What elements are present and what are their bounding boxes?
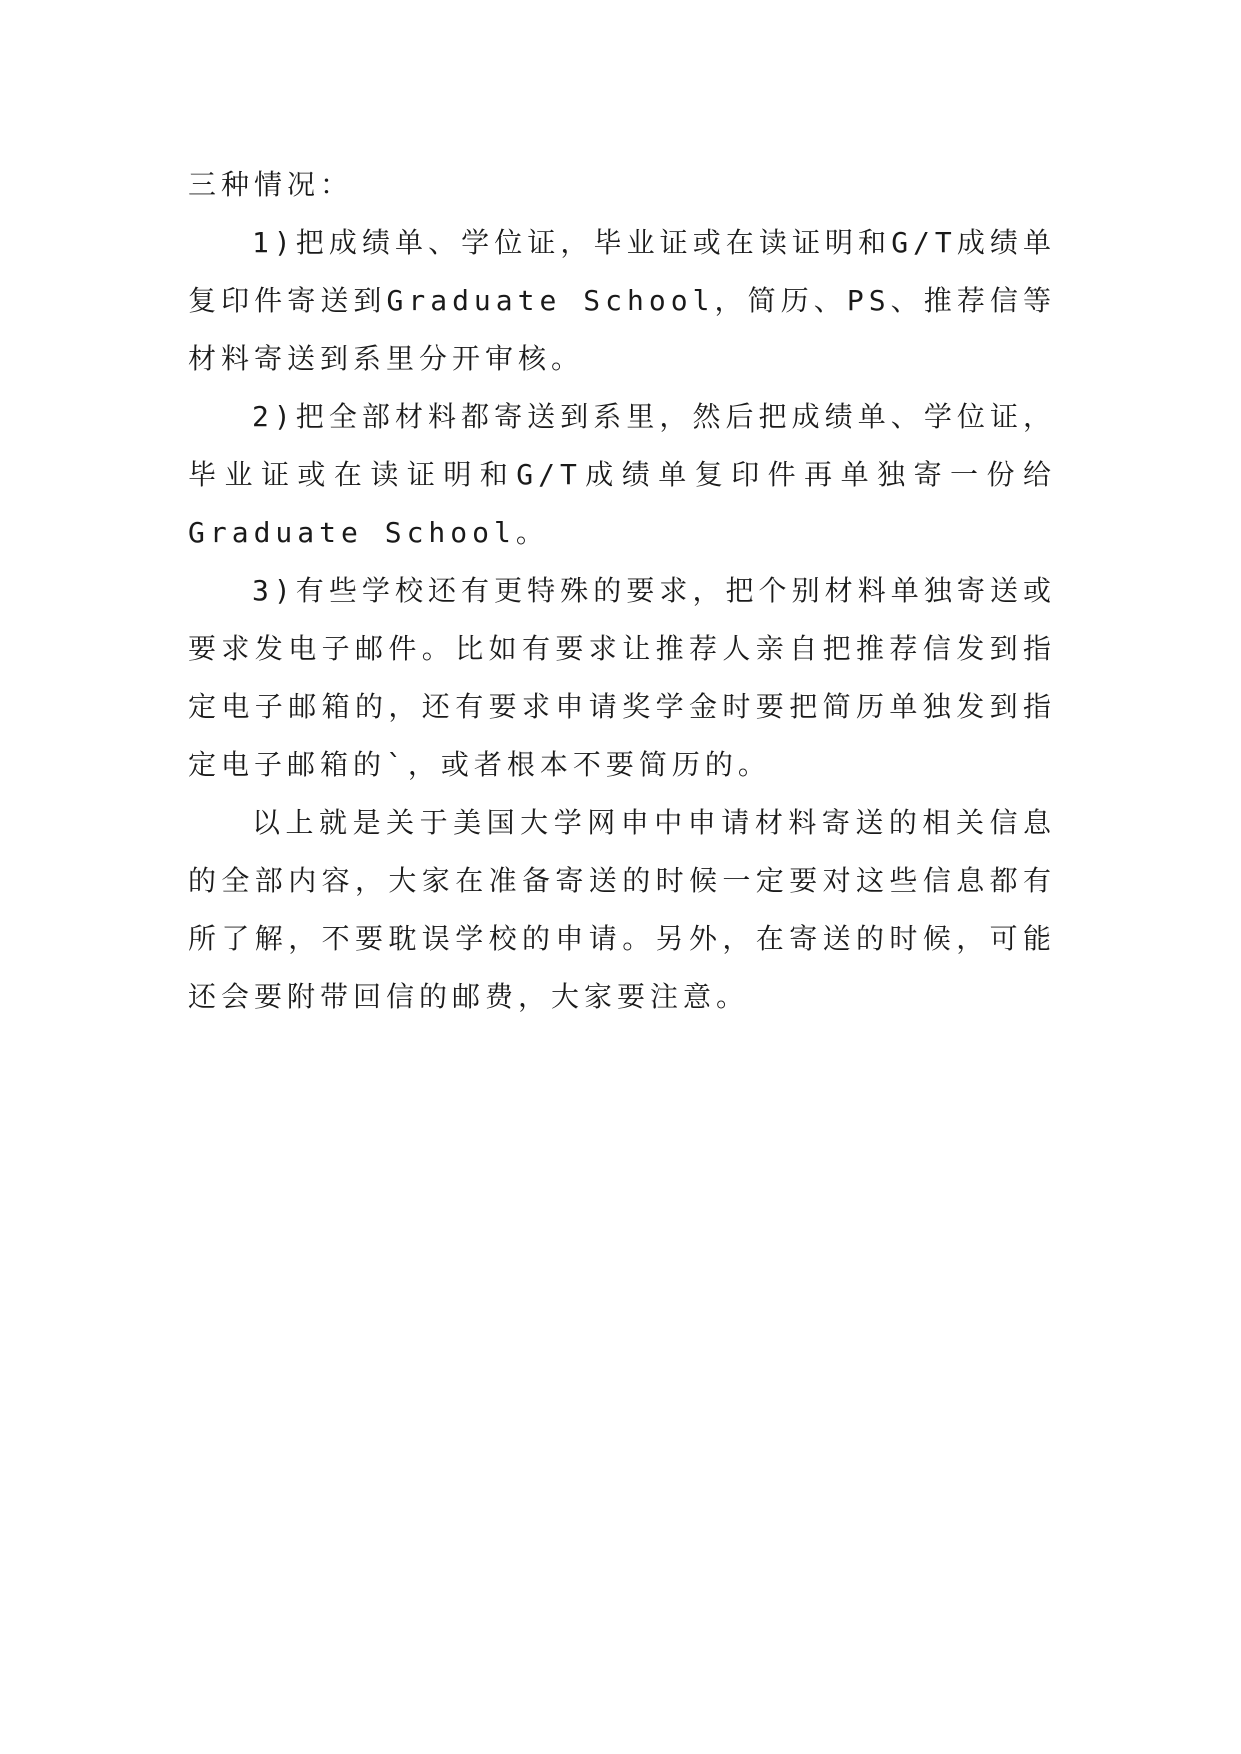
conclusion-paragraph: 以上就是关于美国大学网申中申请材料寄送的相关信息的全部内容，大家在准备寄送的时候一定要对这些信息都有所了解，不要耽误学校的申请。另外，在寄送的时候，可能还会要附带回信的邮费，大家要注意。 xyxy=(188,806,1056,1013)
case-1-paragraph: 1)把成绩单、学位证，毕业证或在读证明和G/T成绩单复印件寄送到Graduate School，简历、PS、推荐信等材料寄送到系里分开审核。 xyxy=(188,226,1056,375)
document-body xyxy=(188,156,1056,1026)
case-3-paragraph: 3)有些学校还有更特殊的要求，把个别材料单独寄送或要求发电子邮件。比如有要求让推荐人亲自把推荐信发到指定电子邮箱的，还有要求申请奖学金时要把简历单独发到指定电子邮箱的`，或者根本不要简历的。 xyxy=(188,574,1056,781)
case-2-paragraph: 2)把全部材料都寄送到系里，然后把成绩单、学位证，毕业证或在读证明和G/T成绩单复印件再单独寄一份给Graduate School。 xyxy=(188,400,1056,549)
intro-paragraph: 三种情况： xyxy=(188,168,354,201)
